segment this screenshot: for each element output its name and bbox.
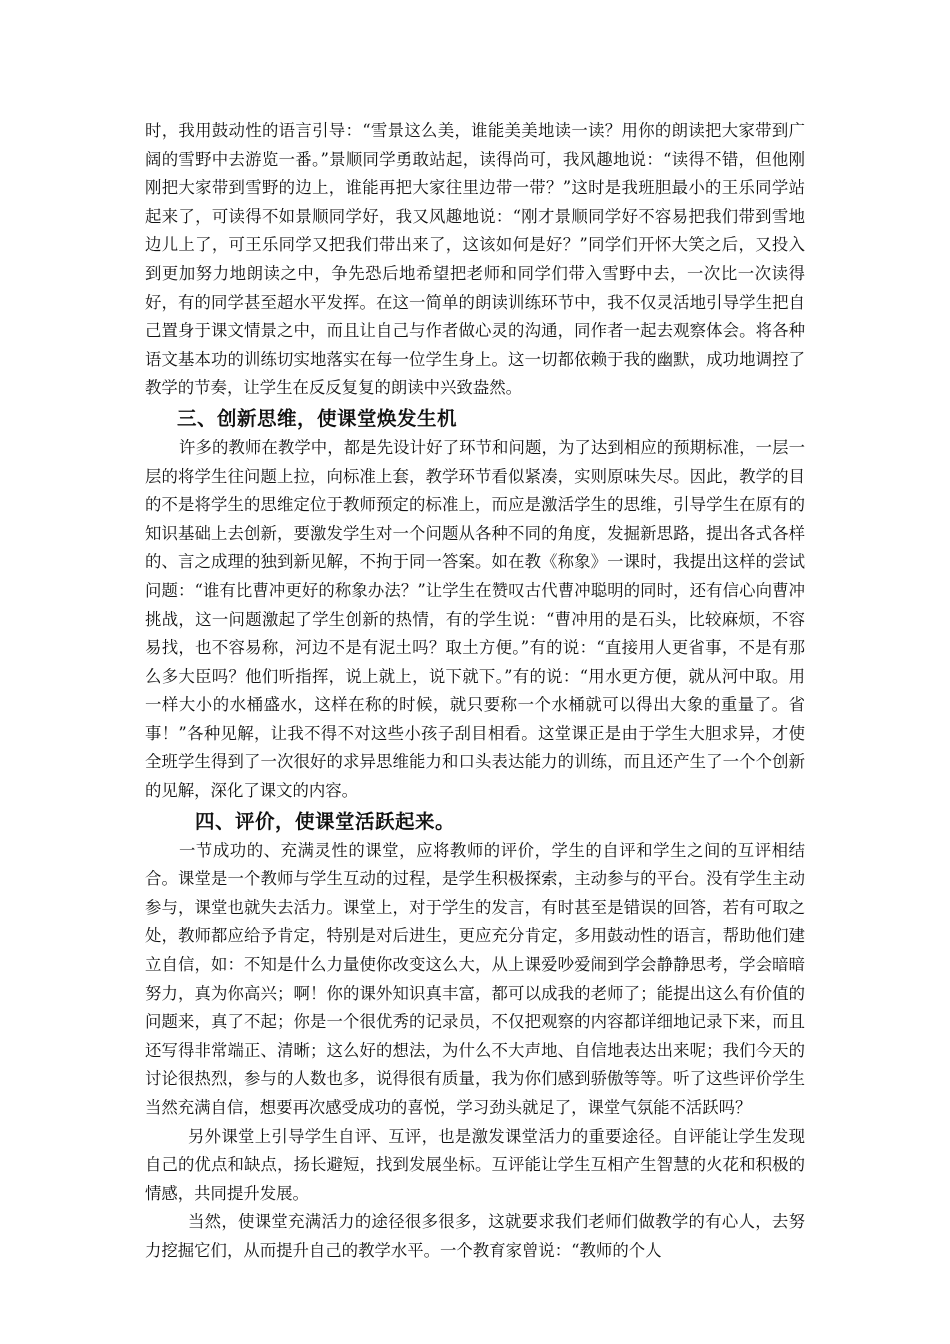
paragraph-evaluation: 一节成功的、充满灵性的课堂，应将教师的评价，学生的自评和学生之间的互评相结合。课堂是一个教师与学生互动的过程，是学生积极探索，主动参与的平台。没有学生主动参与，课堂也就失去活力。课堂上，对于学生的发言，有时甚至是错误的回答，若有可取之处，教师都应给予肯定，特别是对后进生，更应充分肯定，多用鼓动性的语言，帮助他们建立自信，如：不知是什么力量使你改变这么大，从上课爱吵爱闹到学会静静思考，学会暗暗努力，真为你高兴；啊！你的课外知识真丰富，都可以成我的老师了；能提出这么有价值的问题来，真了不起；你是一个很优秀的记录员，不仅把观察的内容都详细地记录下来，而且还写得非常端正、清晰；这么好的想法，为什么不大声地、自信地表达出来呢；我们今天的讨论很热烈，参与的人数也多，说得很有质量，我为你们感到骄傲等等。听了这些评价学生当然充满自信，想要再次感受成功的喜悦，学习劲头就足了，课堂气氛能不活跃吗？ <box>145 840 805 1117</box>
paragraph-conclusion: 当然，使课堂充满活力的途径很多很多，这就要求我们老师们做教学的有心人，去努力挖掘它们，从而提升自己的教学水平。一个教育家曾说：“教师的个人 <box>145 1212 805 1260</box>
paragraph-reading-training: 时，我用鼓动性的语言引导：“雪景这么美，谁能美美地读一读？用你的朗读把大家带到广阔的雪野中去游览一番。”景顺同学勇敢站起，读得尚可，我风趣地说：“读得不错，但他刚刚把大家带到雪野的边上，谁能再把大家往里边带一带？”这时是我班胆最小的王乐同学站起来了，可读得不如景顺同学好，我又风趣地说：“刚才景顺同学好不容易把我们带到雪地边儿上了，可王乐同学又把我们带出来了，这该如何是好？”同学们开怀大笑之后，又投入到更加努力地朗读之中，争先恐后地希望把老师和同学们带入雪野中去，一次比一次读得好，有的同学甚至超水平发挥。在这一简单的朗读训练环节中，我不仅灵活地引导学生把自己置身于课文情景之中，而且让自己与作者做心灵的沟通，同作者一起去观察体会。将各种语文基本功的训练切实地落实在每一位学生身上。这一切都依赖于我的幽默，成功地调控了教学的节奏，让学生在反反复复的朗读中兴致盎然。 <box>145 121 805 398</box>
paragraph-creative-thinking: 许多的教师在教学中，都是先设计好了环节和问题，为了达到相应的预期标准，一层一层的将学生往问题上拉，向标准上套，教学环节看似紧凑，实则原味失尽。因此，教学的目的不是将学生的思维定位于教师预定的标准上，而应是激活学生的思维，引导学生在原有的知识基础上去创新，要激发学生对一个问题从各种不同的角度，发掘新思路，提出各式各样的、言之成理的独到新见解，不拘于同一答案。如在教《称象》一课时，我提出这样的尝试问题：“谁有比曹冲更好的称象办法？”让学生在赞叹古代曹冲聪明的同时，还有信心向曹冲挑战，这一问题激起了学生创新的热情，有的学生说：“曹冲用的是石头，比较麻烦，不容易找，也不容易称，河边不是有泥土吗？取土方便。”有的说：“直接用人更省事，不是有那么多大臣吗？他们听指挥，说上就上，说下就下。”有的说：“用水更方便，就从河中取。用一样大小的水桶盛水，这样在称的时候，就只要称一个水桶就可以得出大象的重量了。省事！”各种见解，让我不得不对这些小孩子刮目相看。这堂课正是由于学生大胆求异，才使全班学生得到了一次很好的求异思维能力和口头表达能力的训练，而且还产生了一个个创新的见解，深化了课文的内容。 <box>145 437 805 801</box>
section-heading-creative-thinking: 三、创新思维，使课堂焕发生机 <box>177 406 458 430</box>
section-heading-evaluation: 四、评价，使课堂活跃起来。 <box>195 809 456 833</box>
paragraph-self-evaluation: 另外课堂上引导学生自评、互评，也是激发课堂活力的重要途径。自评能让学生发现自己的优点和缺点，扬长避短，找到发展坐标。互评能让学生互相产生智慧的火花和积极的情感，共同提升发展。 <box>145 1126 805 1203</box>
document-page <box>145 117 805 1266</box>
